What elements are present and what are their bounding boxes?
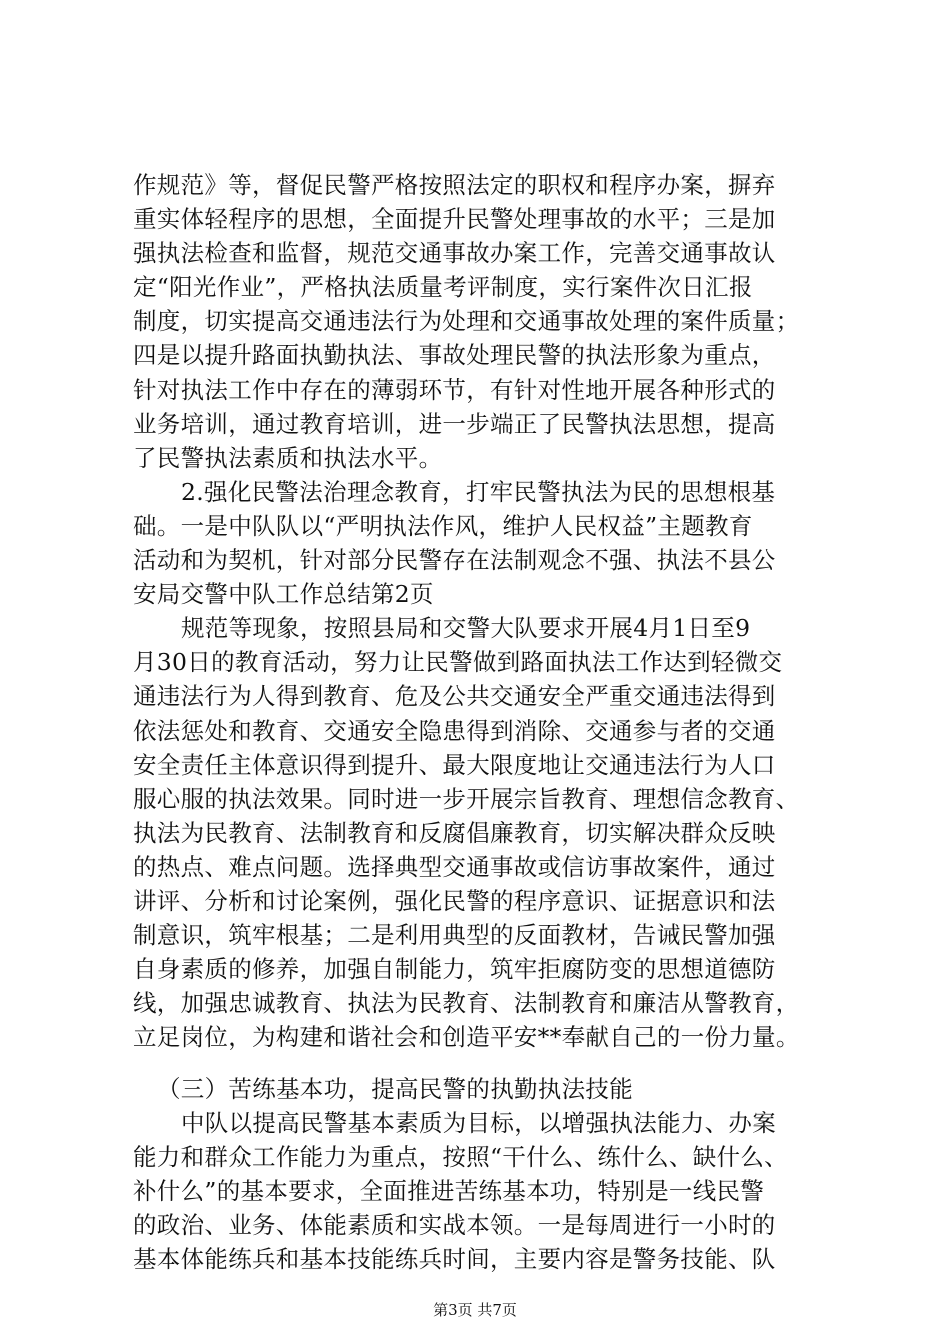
text-line: 了民警执法素质和执法水平。 <box>133 444 443 472</box>
text-line: 规范等现象，按照县局和交警大队要求开展4月1日至9 <box>181 614 751 642</box>
text-line: 定“阳光作业”，严格执法质量考评制度，实行案件次日汇报 <box>133 273 753 301</box>
text-line: 立足岗位，为构建和谐社会和创造平安**奉献自己的一份力量。 <box>133 1023 800 1051</box>
text-line: 通违法行为人得到教育、危及公共交通安全严重交通违法得到 <box>133 682 776 710</box>
text-line: 的政治、业务、体能素质和实战本领。一是每周进行一小时的 <box>133 1211 776 1239</box>
text-line: 的热点、难点问题。选择典型交通事故或信访事故案件，通过 <box>133 853 776 881</box>
text-line: 服心服的执法效果。同时进一步开展宗旨教育、理想信念教育、 <box>133 785 800 813</box>
text-line: 基本体能练兵和基本技能练兵时间，主要内容是警务技能、队 <box>133 1245 776 1273</box>
paragraph-heading: 2.强化民警法治理念教育，打牢民警执法为民的思想根基 <box>181 478 776 506</box>
page-number-footer: 第3页 共7页 <box>433 1301 517 1319</box>
text-line: 补什么”的基本要求，全面推进苦练基本功，特别是一线民警 <box>133 1177 765 1205</box>
text-line: 针对执法工作中存在的薄弱环节，有针对性地开展各种形式的 <box>133 376 776 404</box>
text-line: 依法惩处和教育、交通安全隐患得到消除、交通参与者的交通 <box>133 717 776 745</box>
text-line: 月30日的教育活动，努力让民警做到路面执法工作达到轻微交 <box>133 648 783 676</box>
text-line: 业务培训，通过教育培训，进一步端正了民警执法思想，提高 <box>133 410 776 438</box>
text-line: 线，加强忠诚教育、执法为民教育、法制教育和廉洁从警教育， <box>133 989 800 1017</box>
text-line: 自身素质的修养，加强自制能力，筑牢拒腐防变的思想道德防 <box>133 955 776 983</box>
text-line: 执法为民教育、法制教育和反腐倡廉教育，切实解决群众反映 <box>133 819 776 847</box>
text-line: 安局交警中队工作总结第2页 <box>133 580 434 608</box>
text-line: 中队以提高民警基本素质为目标，以增强执法能力、办案 <box>181 1109 776 1137</box>
text-line: 制度，切实提高交通违法行为处理和交通事故处理的案件质量； <box>133 307 800 335</box>
section-heading: （三）苦练基本功，提高民警的执勤执法技能 <box>157 1075 633 1103</box>
text-line: 制意识，筑牢根基；二是利用典型的反面教材，告诫民警加强 <box>133 921 776 949</box>
text-line: 安全责任主体意识得到提升、最大限度地让交通违法行为人口 <box>133 751 776 779</box>
text-line: 能力和群众工作能力为重点，按照“干什么、练什么、缺什么、 <box>133 1143 788 1171</box>
text-line: 础。一是中队队以“严明执法作风，维护人民权益”主题教育 <box>133 512 753 540</box>
text-line: 四是以提升路面执勤执法、事故处理民警的执法形象为重点， <box>133 341 776 369</box>
text-line: 活动和为契机，针对部分民警存在法制观念不强、执法不县公 <box>133 546 776 574</box>
text-line: 作规范》等，督促民警严格按照法定的职权和程序办案，摒弃 <box>133 171 776 199</box>
text-line: 强执法检查和监督，规范交通事故办案工作，完善交通事故认 <box>133 239 776 267</box>
text-line: 重实体轻程序的思想，全面提升民警处理事故的水平；三是加 <box>133 205 776 233</box>
text-line: 讲评、分析和讨论案例，强化民警的程序意识、证据意识和法 <box>133 887 776 915</box>
